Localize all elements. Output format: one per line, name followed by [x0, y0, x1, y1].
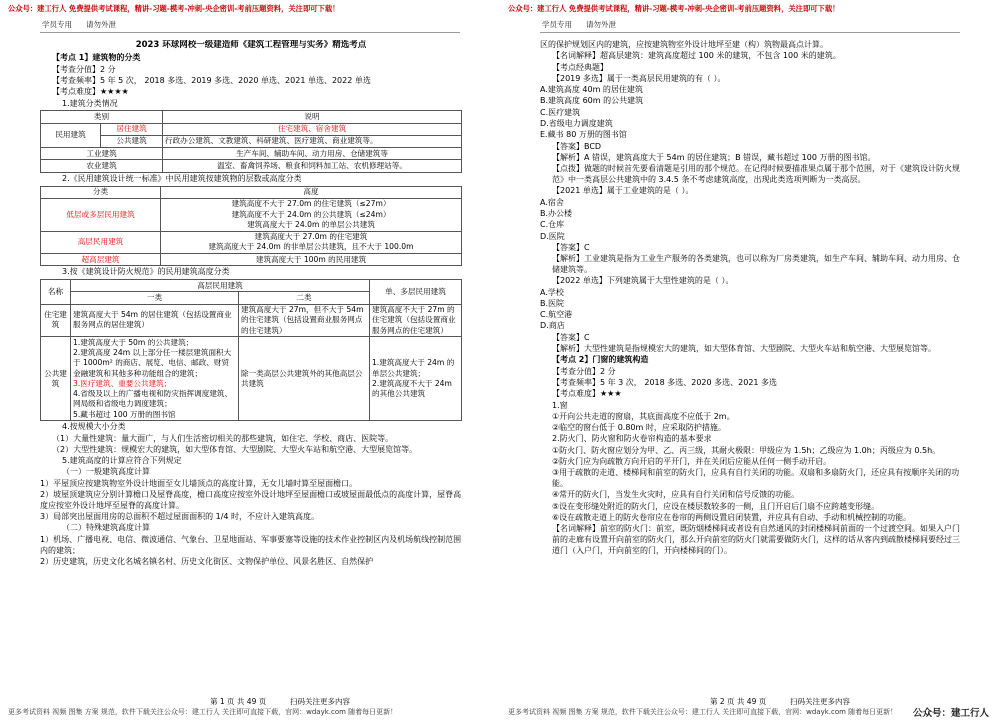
paragraph: ②防火门应为向疏散方向开启的平开门，并在关闭后应能从任何一侧手动开启。 [552, 456, 832, 466]
option: D.医院 [540, 231, 565, 241]
paragraph: 【名词解释】超高层建筑：建筑高度超过 100 米的建筑，不包含 100 米的建筑。 [552, 51, 841, 61]
option: C.仓库 [540, 220, 565, 230]
table-cell: 住宅建筑、宿舍建筑 [163, 123, 462, 135]
document-title: 2023 环球网校一级建造师《建筑工程管理与实务》精选考点 [135, 40, 367, 50]
option: A.宿舍 [540, 197, 564, 207]
table-cell [161, 198, 462, 231]
explanation: 【解析】工业建筑是指为工业生产服务的各类建筑，也可以称为厂房类建筑，如生产车间、辅助车间、动力用房、仓储建筑等。 [552, 254, 960, 274]
option: B.办公楼 [540, 208, 573, 218]
table-cell: 建筑高度大于 100m 的民用建筑 [161, 254, 462, 266]
paragraph: ①防火门、防火窗应划分为甲、乙、丙三级，其耐火极限：甲级应为 1.5h；乙级应为 1.0h；丙级应为 0.5h。 [552, 445, 941, 455]
paragraph: ②临空的窗台低于 0.80m 时，应采取防护措施。 [552, 423, 726, 433]
paragraph: 2）坡屋顶建筑应分别计算檐口及屋脊高度，檐口高度应按室外设计地坪至屋面檐口或坡屋面最低点的高度计算，屋脊高度应按室外设计地坪至屋脊的高度计算。 [40, 490, 462, 510]
paragraph: ①开向公共走道的窗扇，其底面高度不应低于 2m。 [552, 411, 735, 421]
paragraph: ⑤设在变形缝处附近的防火门，应设在楼层数较多的一侧，且门开启后门扇不应跨越变形缝。 [552, 501, 880, 511]
paragraph: 1）机场、广播电视、电信、微波通信、气象台、卫星地面站、军事要塞等设施的技术作业控制区内及机场航线控制范围内的建筑； [40, 534, 462, 555]
explanation: 【解析】大型性建筑是指规模宏大的建筑，如大型体育馆、大型剧院、大型火车站和航空港、大型展览馆等。 [552, 344, 936, 354]
table-cell-line: 建筑高度不大于 24.0m 的公共建筑（≤24m） [231, 209, 391, 219]
table-cell-line: 2.建筑高度 24m 以上部分任一楼层建筑面积大于 1000m² 的商店、展览、电信、邮政、财贸金融建筑和其他多种功能组合的建筑； [73, 348, 232, 378]
section-2-heading: 2.《民用建筑设计统一标准》中民用建筑按建筑物的层数或高度分类 [62, 173, 302, 183]
watermark-text-2: 请勿外泄 [586, 20, 616, 29]
table-header: 分类 [41, 186, 161, 198]
table-cell-line: 建筑高度大于 24.0m 的单层公共建筑 [247, 219, 375, 229]
option: B.建筑高度 60m 的公共建筑 [540, 96, 644, 106]
paragraph: 【名词解释】前室的防火门：前室，既防烟楼梯间或者设有自然通风的封闭楼梯间前面的一个过渡空间。如果入户门前的走廊有设置开向前室的防火门，那么开向前室的防火门就需要做防火门，这样的话从客内到疏散楼梯间要经过三道门（入户门，开向前室的门，开向楼梯间的门）。 [552, 524, 960, 555]
section-5-heading: 5.建筑高度的计算应符合下列规定 [62, 456, 182, 466]
table-row [41, 231, 462, 254]
table-header: 一类 [71, 292, 239, 304]
table-cell: 行政办公建筑、文教建筑、科研建筑、医疗建筑、商业建筑等。 [163, 135, 462, 147]
explanation: 【解析】A 错误，建筑高度大于 54m 的居住建筑；B 错误，藏书超过 100 万册的图书馆。 [552, 152, 876, 162]
section-1-heading: 1.建筑分类情况 [62, 98, 118, 108]
table-row [41, 337, 462, 421]
topic-2-score: 【考查分值】2 分 [552, 366, 616, 376]
table-cell [161, 231, 462, 254]
table-cell [370, 337, 462, 421]
table-row [41, 198, 462, 231]
table-header: 高度 [161, 186, 462, 198]
paragraph: （2）大型性建筑：规模宏大的建筑，如大型体育馆、大型剧院、大型火车站和航空港、大型展览馆等。 [52, 444, 418, 454]
section-4-heading: 4.按规模大小分类 [62, 422, 126, 432]
answer: 【答案】C [552, 332, 590, 342]
table-row [41, 304, 462, 337]
table-row [41, 160, 462, 172]
scan-hint: 扫码关注更多内容 [790, 697, 850, 706]
paragraph: 区的保护规划区内的建筑，应按建筑物室外设计地坪至建（构）筑物最高点计算。 [540, 40, 828, 49]
topic-1-difficulty: 【考点难度】★★★★ [52, 87, 129, 97]
paragraph: ⑥设在疏散走道上的防火卷帘应在卷帘的两侧设置启闭装置，并应具有自动、手动和机械控制的功能。 [552, 512, 912, 522]
page-2-content [540, 40, 962, 683]
table-cell: 低层或多层民用建筑 [41, 198, 161, 231]
header-rule [40, 32, 460, 33]
table-cell: 公共建筑 [41, 337, 71, 421]
topic-1-frequency: 【考查频率】5 年 5 次， 2018 多选、2019 多选、2020 单选、2021 单选、2022 单选 [52, 76, 371, 86]
option: A.学校 [540, 287, 564, 297]
paragraph: 【考点经典题】 [552, 62, 608, 72]
table-cell: 工业建筑 [41, 148, 163, 160]
paragraph: （二）特殊建筑高度计算 [62, 523, 150, 533]
option: D.商店 [540, 321, 565, 331]
bottom-banner: 更多考试资料 视频 图集 方案 规范，软件下载关注公众号：建工行人 关注即可直接下载，官网：wdayk.com 随着每日更新！ [508, 707, 898, 716]
topic-1-heading: 【考点 1】建筑物的分类 [52, 53, 141, 63]
paragraph: 1）平屋顶应按建筑物室外设计地面至女儿墙顶点的高度计算，无女儿墙时算至屋面檐口。 [40, 478, 358, 488]
topic-2-difficulty: 【考点难度】★★★ [552, 389, 622, 399]
page-1-content [40, 40, 462, 683]
table-header: 名称 [41, 280, 71, 305]
option: C.医疗建筑 [540, 107, 581, 117]
question-2: 【2021 单选】属于工业建筑的是（ ）。 [552, 186, 694, 196]
table-cell: 除一类高层公共建筑外的其他高层公共建筑 [239, 337, 370, 421]
option: E.藏书 80 万册的图书馆 [540, 130, 627, 140]
header-banner: 公众号：建工行人 免费提供考试课程，精讲-习题-模考-冲刺-央企密训-考前压题资料，关注即可下载！ [8, 4, 340, 13]
answer: 【答案】C [552, 242, 590, 252]
table-row [41, 186, 462, 198]
topic-2-frequency: 【考查频率】5 年 3 次， 2018 多选、2020 多选、2021 多选 [552, 377, 778, 387]
option: D.省级电力调度建筑 [540, 119, 613, 129]
table-cell-line: 建筑高度大于 24.0m 的非单层公共建筑，且不大于 100.0m [208, 242, 414, 252]
paragraph: ③用于疏散的走道、楼梯间和前室的防火门，应具有自行关闭的功能。双扇和多扇防火门，还应具有按顺序关闭的功能。 [552, 468, 960, 489]
paragraph: 3）局部突出屋面用房的总面积不超过屋面面积的 1/4 时，不应计入建筑高度。 [40, 512, 320, 522]
watermark [542, 20, 616, 30]
height-classification-table [40, 186, 462, 267]
watermark-text-1: 学员专用 [42, 20, 72, 29]
question-3: 【2022 单选】下列建筑属于大型性建筑的是（ ）。 [552, 276, 734, 286]
table-cell: 农业建筑 [41, 160, 163, 172]
section-3-heading: 3.按《建筑设计防火规范》的民用建筑高度分类 [62, 267, 230, 277]
table-cell-line: 建筑高度不大于 27.0m 的住宅建筑（≤27m） [231, 199, 391, 209]
table-cell: 超高层建筑 [41, 254, 161, 266]
table-cell: 建筑高度不大于 27m 的住宅建筑（包括设置商业服务网点的住宅建筑） [370, 304, 462, 337]
table-row [41, 135, 462, 147]
table-cell-line: 3.医疗建筑、重要公共建筑； [73, 378, 172, 388]
table-header: 单、多层民用建筑 [370, 280, 462, 305]
scan-hint: 扫码关注更多内容 [290, 697, 350, 706]
table-row [41, 123, 462, 135]
table-cell-line: 建筑高度大于 27.0m 的住宅建筑 [254, 232, 368, 241]
header-banner: 公众号：建工行人 免费提供考试课程，精讲-习题-模考-冲刺-央企密训-考前压题资料，关注即可下载！ [508, 4, 840, 13]
table-cell: 建筑高度大于 27m，但不大于 54m 的住宅建筑（包括设置商业服务网点的住宅建筑） [239, 304, 370, 337]
paragraph: （一）一般建筑高度计算 [62, 467, 150, 477]
option: B.医院 [540, 298, 565, 308]
watermark [42, 20, 116, 30]
building-classification-table [40, 110, 462, 172]
table-cell [71, 337, 239, 421]
header-rule [540, 32, 960, 33]
topic-1-score: 【考查分值】2 分 [52, 64, 116, 74]
table-cell: 民用建筑 [41, 123, 101, 148]
tip: 【点拨】做题的时候首先要看清题是引用的那个规范。在记得时候要描准果点属于那个范围，对于《建筑设计防火规范》中一类高层公共建筑中的 3.4.5 条不考虑建筑高度，出现此类选项判断为一类高层。 [552, 164, 960, 185]
topic-2-heading: 【考点 2】门窗的建筑构造 [552, 355, 649, 365]
watermark-text-2: 请勿外泄 [86, 20, 116, 29]
watermark-text-1: 学员专用 [542, 20, 572, 29]
answer: 【答案】BCD [552, 141, 602, 151]
table-cell-line: 4.省级及以上的广播电视和防灾指挥调度建筑、网局级和省级电力调度建筑； [73, 389, 233, 409]
table-cell: 生产车间、辅助车间、动力用房、仓储建筑等 [163, 148, 462, 160]
option: A.建筑高度 40m 的居住建筑 [540, 85, 643, 95]
table-header: 说明 [163, 111, 462, 123]
table-row [41, 254, 462, 266]
subheading: 2.防火门、防火窗和防火卷帘构造的基本要求 [552, 434, 712, 444]
table-cell: 高层民用建筑 [41, 231, 161, 254]
page-number: 第 1 页 共 49 页 [210, 697, 267, 706]
question-1: 【2019 多选】属于一类高层民用建筑的有（ ）。 [552, 73, 726, 83]
corner-logo: 公众号：建工行人 [910, 706, 992, 723]
table-cell-line: 2.建筑高度不大于 24m 的其他公共建筑 [372, 378, 452, 399]
table-cell: 温室、畜禽饲养场、粮食和饲料加工站、农机修理站等。 [163, 160, 462, 172]
table-header: 二类 [239, 292, 370, 304]
fire-code-height-table [40, 279, 462, 421]
subheading: 1.窗 [552, 400, 568, 410]
table-row [41, 280, 462, 292]
option: C.航空港 [540, 310, 573, 320]
table-cell-line: 1.建筑高度大于 24m 的单层公共建筑； [372, 358, 455, 378]
bottom-banner: 更多考试资料 视频 图集 方案 规范，软件下载关注公众号：建工行人 关注即可直接下载，官网：wdayk.com 随着每日更新！ [8, 707, 398, 716]
paragraph: ④常开的防火门，当发生火灾时，应具有自行关闭和信号反馈的功能。 [552, 490, 800, 500]
paragraph: （1）大量性建筑：量大面广，与人们生活密切相关的那些建筑，如住宅、学校、商店、医院等。 [52, 433, 394, 443]
table-cell: 居住建筑 [101, 123, 163, 135]
table-cell: 公共建筑 [101, 135, 163, 147]
table-cell-line: 1.建筑高度大于 50m 的公共建筑； [73, 337, 194, 347]
table-cell: 住宅建筑 [41, 304, 71, 337]
table-row [41, 148, 462, 160]
table-header: 类别 [41, 111, 163, 123]
page-number: 第 2 页 共 49 页 [710, 697, 767, 706]
table-row [41, 111, 462, 123]
document-page-2 [500, 0, 1000, 723]
table-cell-line: 5.藏书超过 100 万册的图书馆 [73, 409, 176, 419]
table-cell: 建筑高度大于 54m 的居住建筑（包括设置商业服务网点的居住建筑） [71, 304, 239, 337]
paragraph: 2）历史建筑，历史文化名城名镇名村、历史文化街区、文物保护单位、风景名胜区、自然保护 [40, 556, 374, 566]
table-header: 高层民用建筑 [71, 280, 370, 292]
